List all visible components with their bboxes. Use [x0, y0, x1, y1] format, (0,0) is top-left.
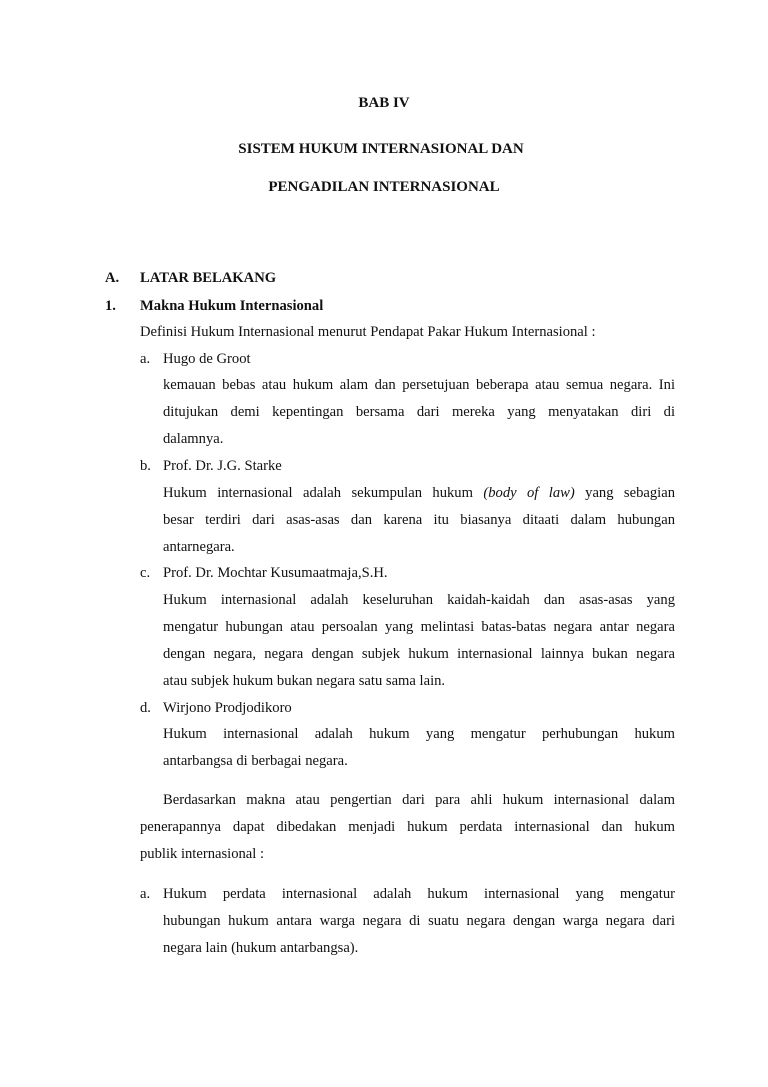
- expert-b-text-after: yang sebagian: [585, 485, 675, 501]
- expert-c-name: Prof. Dr. Mochtar Kusumaatmaja,S.H.: [163, 565, 388, 581]
- expert-d-text-line-1: Hukum internasional adalah hukum yang mengatur perhubungan hukum: [163, 726, 675, 742]
- expert-c-text-line-3: dengan negara, negara dengan subjek hukum internasional lainnya bukan negara: [163, 646, 675, 662]
- expert-b-text-line-2: besar terdiri dari asas-asas dan karena itu biasanya ditaati dalam hubungan: [163, 512, 675, 528]
- expert-b-text-italic: (body of law): [483, 485, 575, 501]
- expert-a-marker: a.: [140, 351, 151, 367]
- subsection-1-intro: Definisi Hukum Internasional menurut Pendapat Pakar Hukum Internasional :: [140, 324, 596, 340]
- expert-b-text-line-1: [163, 483, 675, 503]
- type-a-marker: a.: [140, 886, 151, 902]
- expert-b-text-line-3: antarnegara.: [163, 539, 235, 555]
- expert-a-text-line-2: ditujukan demi kepentingan bersama dari mereka yang menyatakan diri di: [163, 404, 675, 420]
- expert-d-name: Wirjono Prodjodikoro: [163, 700, 292, 716]
- type-a-text-line-3: negara lain (hukum antarbangsa).: [163, 940, 359, 956]
- type-a-text-line-2: hubungan hukum antara warga negara di suatu negara dengan warga negara dari: [163, 913, 675, 929]
- expert-d-text-line-2: antarbangsa di berbagai negara.: [163, 753, 348, 769]
- expert-d-marker: d.: [140, 700, 151, 716]
- expert-c-text-line-2: mengatur hubungan atau persoalan yang melintasi batas-batas negara antar negara: [163, 619, 675, 635]
- expert-a-name: Hugo de Groot: [163, 351, 251, 367]
- expert-b-text-before: Hukum internasional adalah sekumpulan hukum: [163, 485, 473, 501]
- expert-a-text-line-3: dalamnya.: [163, 431, 224, 447]
- summary-line-1: Berdasarkan makna atau pengertian dari para ahli hukum internasional dalam: [163, 792, 675, 808]
- expert-c-text-line-4: atau subjek hukum bukan negara satu sama lain.: [163, 673, 446, 689]
- expert-c-marker: c.: [140, 565, 151, 581]
- expert-b-marker: b.: [140, 458, 151, 474]
- expert-b-name: Prof. Dr. J.G. Starke: [163, 458, 282, 474]
- chapter-heading: BAB IV: [358, 95, 410, 111]
- chapter-title-line-2: PENGADILAN INTERNASIONAL: [268, 179, 500, 195]
- subsection-1-title: Makna Hukum Internasional: [140, 298, 324, 314]
- expert-c-text-line-1: Hukum internasional adalah keseluruhan kaidah-kaidah dan asas-asas yang: [163, 592, 675, 608]
- type-a-text-line-1: Hukum perdata internasional adalah hukum internasional yang mengatur: [163, 886, 675, 902]
- section-a-marker: A.: [105, 270, 120, 286]
- summary-line-3: publik internasional :: [140, 846, 265, 862]
- summary-line-2: penerapannya dapat dibedakan menjadi hukum perdata internasional dan hukum: [140, 819, 675, 835]
- expert-a-text-line-1: kemauan bebas atau hukum alam dan persetujuan beberapa atau semua negara. Ini: [163, 377, 675, 393]
- section-a-title: LATAR BELAKANG: [140, 270, 277, 286]
- subsection-1-marker: 1.: [105, 298, 116, 314]
- chapter-title-line-1: SISTEM HUKUM INTERNASIONAL DAN: [238, 141, 524, 157]
